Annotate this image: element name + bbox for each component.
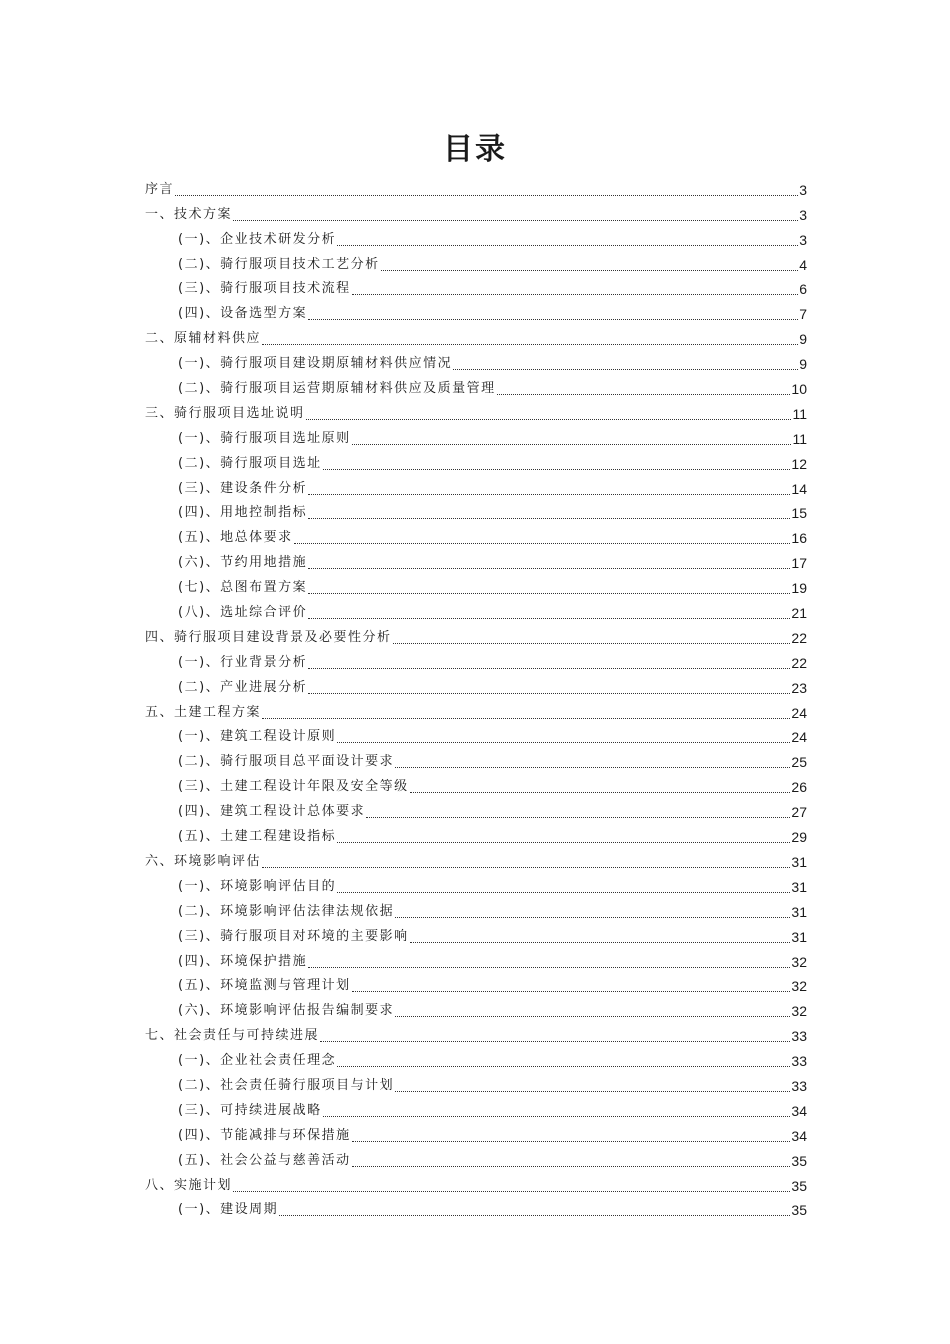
dot-leader (308, 668, 790, 669)
dot-leader (352, 1166, 791, 1167)
toc-entry-page-number: 14 (791, 480, 807, 497)
toc-entry[interactable] (145, 1095, 807, 1120)
toc-entry-label: (二)、骑行服项目总平面设计要求 (178, 754, 395, 770)
dot-leader (395, 767, 790, 768)
toc-entry[interactable] (145, 298, 807, 323)
dot-leader (262, 718, 790, 719)
dot-leader (352, 1141, 791, 1142)
toc-entry[interactable] (145, 1195, 807, 1220)
toc-entry[interactable] (145, 622, 807, 647)
dot-leader (262, 344, 798, 345)
toc-entry-page-number: 31 (791, 878, 807, 895)
dot-leader (308, 593, 790, 594)
toc-entry[interactable] (145, 647, 807, 672)
toc-entry-page-number: 19 (791, 580, 807, 597)
toc-entry-label: (一)、骑行服项目选址原则 (178, 430, 351, 446)
toc-entry[interactable] (145, 498, 807, 523)
toc-entry-label: 五、土建工程方案 (145, 704, 262, 720)
toc-entry-page-number: 31 (791, 903, 807, 920)
toc-entry-page-number: 3 (799, 206, 807, 223)
toc-entry-page-number: 6 (799, 281, 807, 298)
dot-leader (308, 693, 790, 694)
dot-leader (410, 792, 791, 793)
toc-entry-page-number: 34 (791, 1127, 807, 1144)
dot-leader (175, 195, 798, 196)
dot-leader (395, 917, 790, 918)
toc-entry[interactable] (145, 871, 807, 896)
toc-entry[interactable] (145, 274, 807, 299)
toc-entry[interactable] (145, 448, 807, 473)
toc-entry-page-number: 17 (791, 555, 807, 572)
dot-leader (352, 991, 791, 992)
toc-entry[interactable] (145, 249, 807, 274)
toc-entry-label: (二)、骑行服项目技术工艺分析 (178, 256, 380, 272)
toc-entry-label: 二、原辅材料供应 (145, 331, 262, 347)
toc-entry-page-number: 31 (791, 853, 807, 870)
toc-entry[interactable] (145, 398, 807, 423)
toc-entry-page-number: 34 (791, 1102, 807, 1119)
dot-leader (233, 1191, 790, 1192)
toc-entry-label: 六、环境影响评估 (145, 853, 262, 869)
dot-leader (306, 419, 792, 420)
dot-leader (323, 469, 791, 470)
toc-entry[interactable] (145, 771, 807, 796)
toc-entry-page-number: 32 (791, 1003, 807, 1020)
toc-entry-label: (一)、建设周期 (178, 1202, 279, 1218)
toc-entry-label: (四)、节能减排与环保措施 (178, 1127, 351, 1143)
toc-entry-page-number: 16 (791, 530, 807, 547)
toc-entry-page-number: 23 (791, 679, 807, 696)
toc-entry-page-number: 9 (799, 356, 807, 373)
toc-entry-page-number: 11 (792, 430, 807, 447)
dot-leader (323, 1116, 791, 1117)
toc-entry-page-number: 12 (791, 455, 807, 472)
dot-leader (337, 892, 790, 893)
toc-entry[interactable] (145, 821, 807, 846)
toc-entry-page-number: 11 (792, 405, 807, 422)
toc-entry[interactable] (145, 722, 807, 747)
toc-entry[interactable] (145, 597, 807, 622)
toc-entry-page-number: 24 (791, 729, 807, 746)
toc-entry[interactable] (145, 796, 807, 821)
dot-leader (294, 543, 791, 544)
toc-entry[interactable] (145, 921, 807, 946)
dot-leader (337, 742, 790, 743)
toc-entry-label: 序言 (145, 181, 175, 197)
toc-entry-page-number: 29 (791, 829, 807, 846)
toc-entry-label: (四)、环境保护措施 (178, 953, 308, 969)
dot-leader (337, 1066, 790, 1067)
dot-leader (395, 1091, 790, 1092)
toc-entry-label: (五)、环境监测与管理计划 (178, 978, 351, 994)
toc-entry-label: (四)、用地控制指标 (178, 505, 308, 521)
dot-leader (497, 394, 791, 395)
toc-entry-page-number: 10 (791, 381, 807, 398)
toc-entry[interactable] (145, 522, 807, 547)
dot-leader (366, 817, 790, 818)
toc-entry[interactable] (145, 473, 807, 498)
toc-entry[interactable] (145, 423, 807, 448)
toc-entry[interactable] (145, 672, 807, 697)
toc-entry-label: (一)、建筑工程设计原则 (178, 729, 337, 745)
toc-entry-label: (二)、环境影响评估法律法规依据 (178, 903, 395, 919)
dot-leader (308, 618, 790, 619)
toc-entry-label: (三)、土建工程设计年限及安全等级 (178, 779, 409, 795)
toc-entry[interactable] (145, 946, 807, 971)
toc-entry[interactable] (145, 995, 807, 1020)
toc-entry-label: (三)、可持续进展战略 (178, 1102, 322, 1118)
toc-entry-label: 三、骑行服项目选址说明 (145, 405, 305, 421)
toc-entry[interactable] (145, 697, 807, 722)
dot-leader (279, 1215, 790, 1216)
toc-entry-label: (一)、行业背景分析 (178, 654, 308, 670)
toc-entry[interactable] (145, 373, 807, 398)
toc-entry-label: (八)、选址综合评价 (178, 605, 308, 621)
page-title: 目录 (443, 132, 507, 167)
toc-entry[interactable] (145, 1045, 807, 1070)
toc-entry-label: (三)、骑行服项目技术流程 (178, 281, 351, 297)
toc-entry[interactable] (145, 323, 807, 348)
toc-entry-label: (二)、骑行服项目运营期原辅材料供应及质量管理 (178, 381, 496, 397)
toc-entry-page-number: 3 (799, 181, 807, 198)
dot-leader (233, 220, 798, 221)
dot-leader (308, 967, 790, 968)
toc-entry[interactable] (145, 174, 807, 199)
toc-entry[interactable] (145, 896, 807, 921)
table-of-contents (145, 174, 807, 1219)
dot-leader (320, 1041, 790, 1042)
toc-entry-page-number: 24 (791, 704, 807, 721)
dot-leader (262, 867, 790, 868)
toc-entry[interactable] (145, 846, 807, 871)
dot-leader (337, 842, 790, 843)
toc-entry-label: (二)、骑行服项目选址 (178, 455, 322, 471)
toc-entry-label: (一)、环境影响评估目的 (178, 878, 337, 894)
toc-entry-label: (一)、企业社会责任理念 (178, 1053, 337, 1069)
toc-entry-label: (五)、土建工程建设指标 (178, 829, 337, 845)
dot-leader (453, 369, 798, 370)
toc-entry[interactable] (145, 547, 807, 572)
toc-entry-label: 一、技术方案 (145, 206, 233, 222)
toc-entry-label: (一)、企业技术研发分析 (178, 231, 337, 247)
toc-entry-label: (六)、环境影响评估报告编制要求 (178, 1003, 395, 1019)
toc-entry-page-number: 21 (791, 605, 807, 622)
toc-entry-label: (五)、地总体要求 (178, 530, 293, 546)
toc-entry[interactable] (145, 1020, 807, 1045)
toc-entry-label: 八、实施计划 (145, 1177, 233, 1193)
toc-entry-page-number: 3 (799, 231, 807, 248)
toc-entry-page-number: 33 (791, 1028, 807, 1045)
toc-entry-label: (七)、总图布置方案 (178, 580, 308, 596)
dot-leader (308, 568, 790, 569)
toc-entry-page-number: 15 (791, 505, 807, 522)
dot-leader (352, 444, 792, 445)
toc-entry[interactable] (145, 746, 807, 771)
toc-entry-page-number: 35 (791, 1177, 807, 1194)
toc-entry-page-number: 32 (791, 953, 807, 970)
dot-leader (308, 494, 790, 495)
toc-entry[interactable] (145, 1145, 807, 1170)
toc-entry-page-number: 4 (799, 256, 807, 273)
toc-entry-page-number: 31 (791, 928, 807, 945)
toc-entry-label: (二)、社会责任骑行服项目与计划 (178, 1077, 395, 1093)
dot-leader (395, 1016, 790, 1017)
toc-entry-page-number: 26 (791, 779, 807, 796)
toc-entry-page-number: 35 (791, 1152, 807, 1169)
dot-leader (308, 518, 790, 519)
toc-entry-label: (一)、骑行服项目建设期原辅材料供应情况 (178, 356, 453, 372)
toc-entry[interactable] (145, 348, 807, 373)
toc-entry-page-number: 9 (799, 331, 807, 348)
toc-entry-label: 四、骑行服项目建设背景及必要性分析 (145, 629, 392, 645)
toc-entry-label: (三)、骑行服项目对环境的主要影响 (178, 928, 409, 944)
toc-entry-page-number: 22 (791, 654, 807, 671)
dot-leader (393, 643, 791, 644)
toc-entry[interactable] (145, 971, 807, 996)
toc-entry[interactable] (145, 1170, 807, 1195)
toc-entry-label: (五)、社会公益与慈善活动 (178, 1152, 351, 1168)
toc-entry-page-number: 27 (791, 804, 807, 821)
dot-leader (381, 270, 799, 271)
toc-entry-label: (四)、建筑工程设计总体要求 (178, 804, 366, 820)
toc-entry[interactable] (145, 199, 807, 224)
toc-entry-label: (六)、节约用地措施 (178, 555, 308, 571)
dot-leader (308, 319, 798, 320)
toc-entry-page-number: 33 (791, 1053, 807, 1070)
dot-leader (337, 245, 798, 246)
toc-entry[interactable] (145, 224, 807, 249)
toc-entry[interactable] (145, 1070, 807, 1095)
dot-leader (410, 942, 791, 943)
toc-entry-page-number: 22 (791, 629, 807, 646)
dot-leader (352, 294, 799, 295)
toc-entry-page-number: 33 (791, 1077, 807, 1094)
toc-entry-label: (四)、设备选型方案 (178, 306, 308, 322)
toc-entry-page-number: 32 (791, 978, 807, 995)
toc-entry[interactable] (145, 572, 807, 597)
toc-entry-page-number: 35 (791, 1202, 807, 1219)
toc-entry-label: (二)、产业进展分析 (178, 679, 308, 695)
toc-entry[interactable] (145, 1120, 807, 1145)
toc-entry-page-number: 25 (791, 754, 807, 771)
toc-entry-label: 七、社会责任与可持续进展 (145, 1028, 320, 1044)
toc-entry-label: (三)、建设条件分析 (178, 480, 308, 496)
toc-entry-page-number: 7 (799, 306, 807, 323)
